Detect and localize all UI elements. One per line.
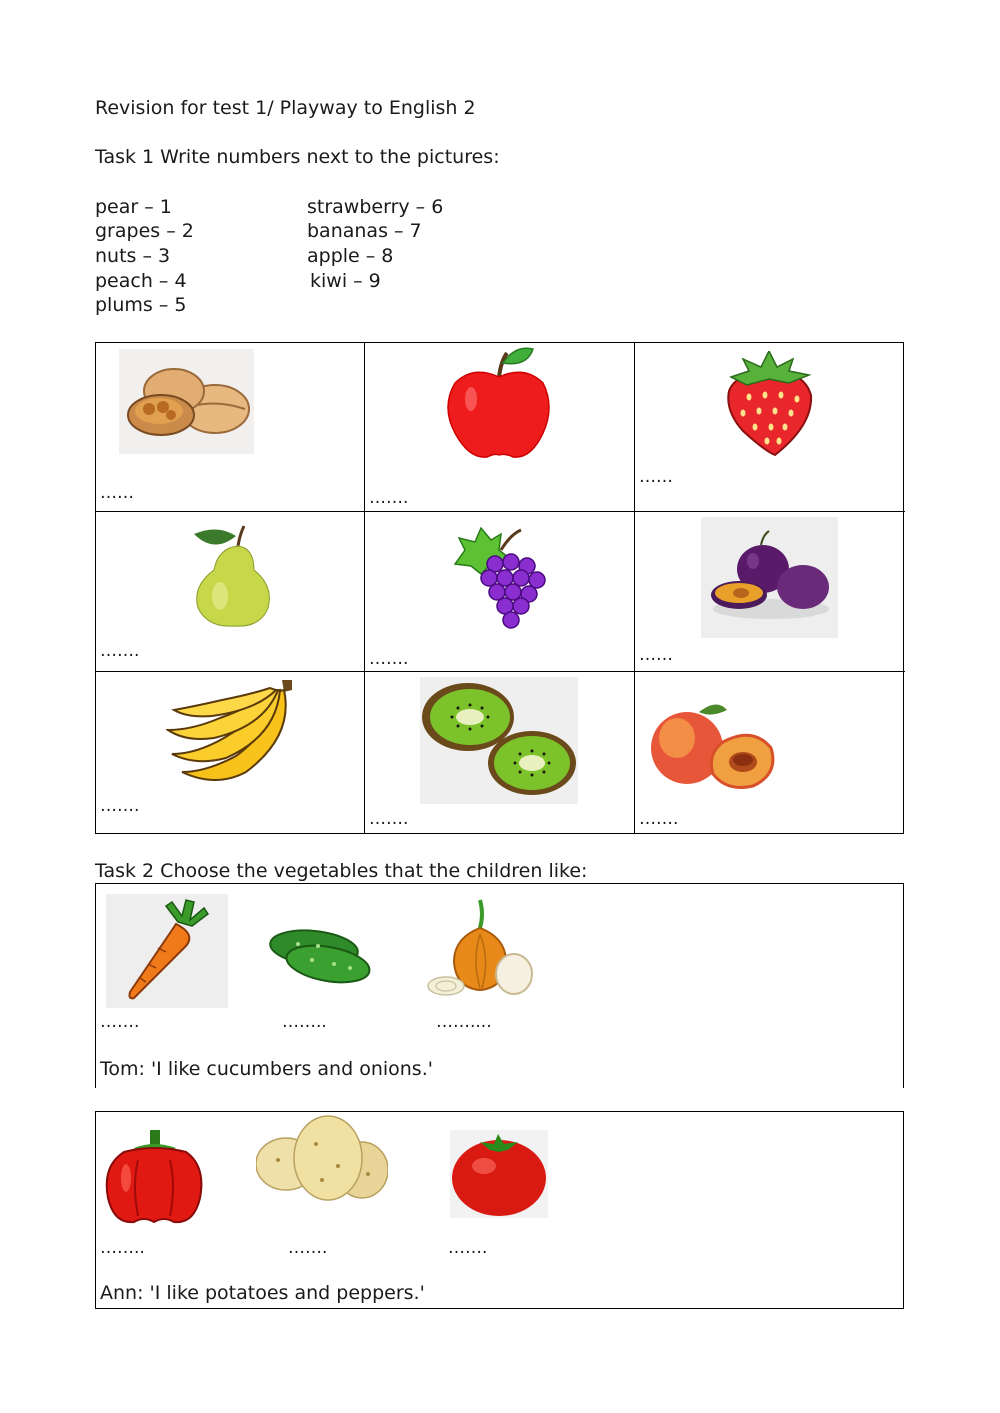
answer-blank: ……. xyxy=(100,1012,140,1032)
onion-icon xyxy=(426,894,536,998)
fruit-grid xyxy=(95,342,904,834)
answer-blank: ……. xyxy=(369,649,409,669)
grid-cell-grapes xyxy=(365,512,635,672)
grid-cell-nuts xyxy=(96,343,365,512)
peach-icon xyxy=(647,702,777,792)
grid-cell-peach xyxy=(635,672,905,833)
key-bananas: bananas – 7 xyxy=(307,220,422,242)
page-title: Revision for test 1/ Playway to English 2 xyxy=(95,97,476,119)
answer-blank: …….... xyxy=(436,1012,492,1032)
key-pear: pear – 1 xyxy=(95,196,172,218)
grid-cell-kiwi xyxy=(365,672,635,833)
vegetable-box-ann xyxy=(95,1111,904,1309)
kiwi-icon xyxy=(420,677,578,804)
nuts-icon xyxy=(119,349,254,454)
key-apple: apple – 8 xyxy=(307,245,394,267)
task2-instruction: Task 2 Choose the vegetables that the children like: xyxy=(95,860,588,882)
answer-blank: ……. xyxy=(100,641,140,661)
answer-blank: ……. xyxy=(369,809,409,829)
answer-blank: ……. xyxy=(288,1238,328,1258)
tomato-icon xyxy=(450,1130,548,1218)
answer-blank: ……. xyxy=(369,488,409,508)
grid-cell-bananas xyxy=(96,672,365,833)
pepper-icon xyxy=(104,1126,206,1230)
grid-cell-strawberry xyxy=(635,343,905,512)
grid-cell-plums xyxy=(635,512,905,672)
pear-icon xyxy=(188,524,278,628)
answer-blank: …… xyxy=(639,467,673,487)
answer-blank: …… xyxy=(100,483,134,503)
grapes-icon xyxy=(451,524,551,634)
answer-blank: ……. xyxy=(448,1238,488,1258)
grid-cell-apple xyxy=(365,343,635,512)
potatoes-icon xyxy=(256,1114,388,1204)
key-grapes: grapes – 2 xyxy=(95,220,194,242)
key-kiwi: kiwi – 9 xyxy=(310,270,381,292)
key-nuts: nuts – 3 xyxy=(95,245,171,267)
answer-blank: …… xyxy=(639,645,673,665)
plums-icon xyxy=(701,517,838,638)
answer-blank: …….. xyxy=(282,1012,327,1032)
answer-blank: ……. xyxy=(100,796,140,816)
bananas-icon xyxy=(166,676,296,788)
grid-cell-pear xyxy=(96,512,365,672)
ann-sentence: Ann: 'I like potatoes and peppers.' xyxy=(100,1282,425,1304)
task1-instruction: Task 1 Write numbers next to the pictures: xyxy=(95,146,500,168)
vegetable-box-tom xyxy=(95,883,904,1088)
answer-blank: …….. xyxy=(100,1238,145,1258)
strawberry-icon xyxy=(723,351,815,457)
carrot-icon xyxy=(106,894,228,1008)
apple-icon xyxy=(443,347,555,461)
key-peach: peach – 4 xyxy=(95,270,187,292)
tom-sentence: Tom: 'I like cucumbers and onions.' xyxy=(100,1058,433,1080)
cucumber-icon xyxy=(268,924,372,986)
answer-blank: ……. xyxy=(639,809,679,829)
key-plums: plums – 5 xyxy=(95,294,187,316)
key-strawberry: strawberry – 6 xyxy=(307,196,444,218)
